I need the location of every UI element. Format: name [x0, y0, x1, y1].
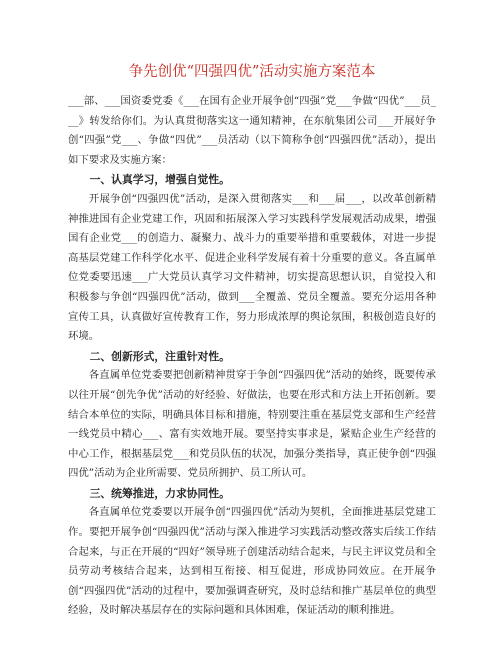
section-2-paragraph: 各直属单位党委要把创新精神贯穿于争创“四强四优”活动的始终，既要传承以往开展“创先争优”活动的好经验、好做法，也要在形式和方法上开拓创新。要结合本单位的实际，明确具体目标和措施，特别要注重在基层党支部和生产经营一线党员中精心___、富有实效地开展。要坚持实事求是，紧贴企业生产经营的中心工作，根据基层党___和党员队伍的状况，加强分类指导，真正使争创“四强四优”活动为企业所需要、党员所拥护、员工所认可。	[68, 369, 436, 480]
document-page	[68, 62, 436, 621]
intro-paragraph: ___部、___国资委党委《___在国有企业开展争创“四强”党___争做“四优”___员___》转发给你们。为认真贯彻落实这一通知精神，在东航集团公司___开展好争创“四强”党___、争做“四优”___员活动（以下简称争创“四强四优”活动），提出如下要求及实施方案：	[68, 95, 436, 166]
section-2-heading: 二、创新形式，注重针对性。	[89, 349, 230, 363]
section-3-heading: 三、统筹推进，力求协同性。	[89, 486, 230, 500]
section-1-paragraph: 开展争创“四强四优”活动，是深入贯彻落实___和___届___，以改革创新精神推进国有企业党建工作，巩固和拓展深入学习实践科学发展观活动成果，增强国有企业党___的创造力、凝聚力、战斗力的重要举措和重要载体，对进一步提高基层党建工作科学化水平、促进企业科学发展有着十分重要的意义。各直属单位党委要迅速___广大党员认真学习文件精神，切实提高思想认识，自觉投入和积极参与争创“四强四优”活动，做到___全覆盖、党员全覆盖。要充分运用各种宣传工具，认真做好宣传教育工作，努力形成浓厚的舆论氛围，积极创造良好的环境。	[68, 192, 436, 343]
section-3-paragraph: 各直属单位党委要以开展争创“四强四优”活动为契机，全面推进基层党建工作。要把开展争创“四强四优”活动与深入推进学习实践活动整改落实后续工作结合起来，与正在开展的“四好”领导班子创建活动结合起来，与民主评议党员和全员劳动考核结合起来，达到相互衔接、相互促进，形成协同效应。在开展争创“四强四优”活动的过程中，要加强调查研究，及时总结和推广基层单位的典型经验，及时解决基层存在的实际问题和具体困难，保证活动的顺利推进。	[68, 506, 436, 617]
document-title: 争先创优“四强四优”活动实施方案范本	[128, 64, 376, 80]
section-1-heading: 一、认真学习，增强自觉性。	[89, 173, 230, 187]
